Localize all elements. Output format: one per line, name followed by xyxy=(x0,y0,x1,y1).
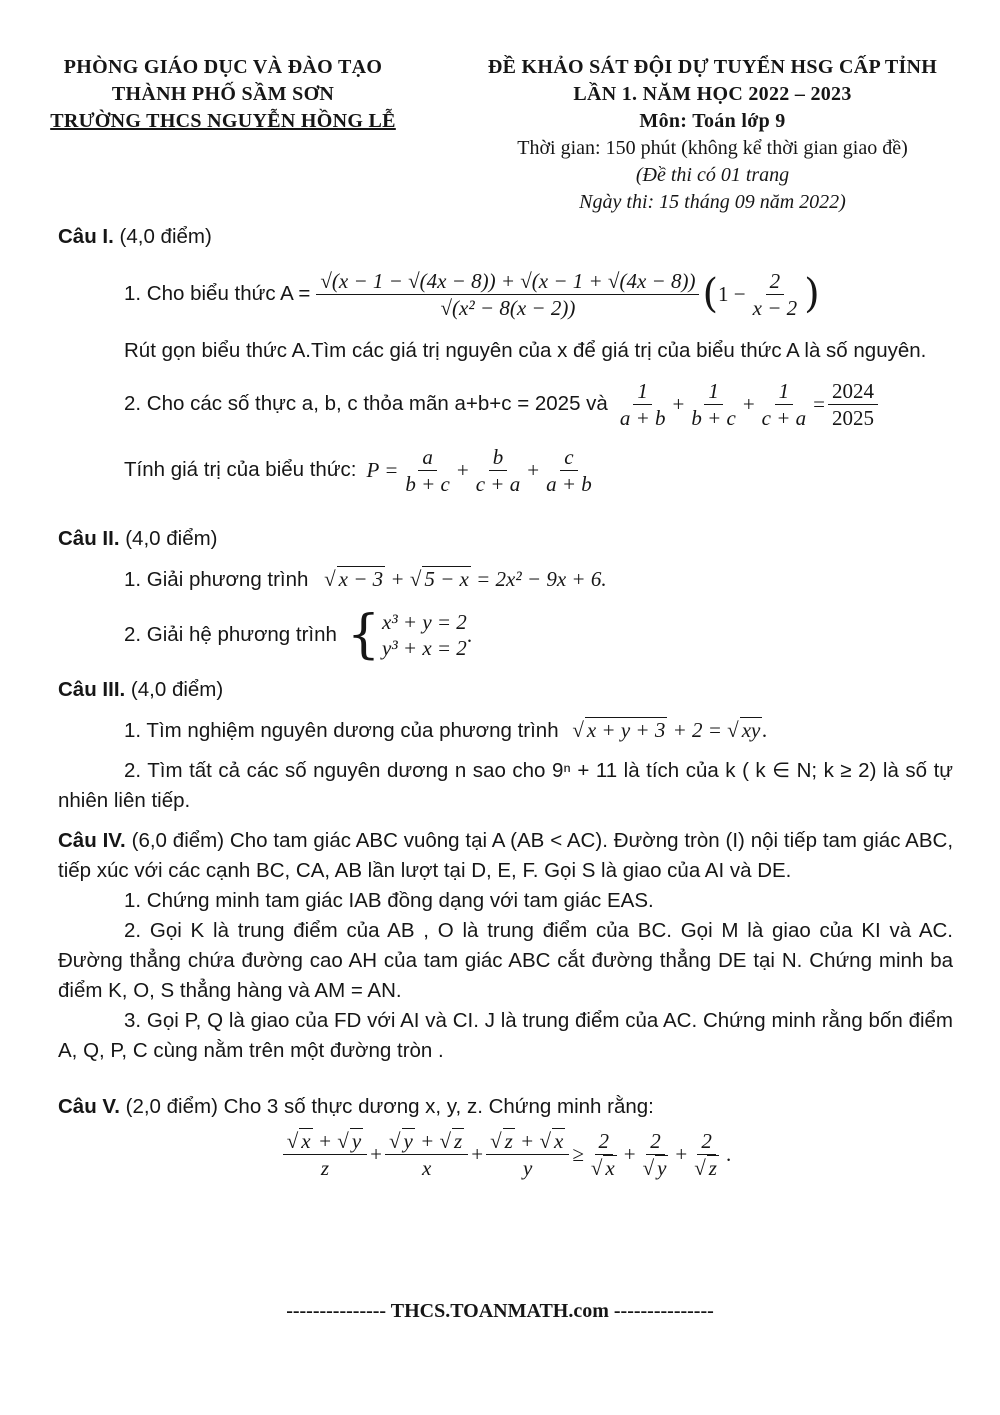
header-right xyxy=(440,54,985,216)
exam-time: Thời gian: 150 phút (không kể thời gian giao đề) xyxy=(517,137,908,159)
q1-part2-expression-P: Tính giá trị của biểu thức: P = $\frac{a}{b + c}$ + $\frac{b}{c + a}$ + $\frac{c}{a + b}$ xyxy=(124,444,592,496)
q5-intro: Cho 3 số thực dương x, y, z. Chứng minh rằng: xyxy=(223,1095,654,1118)
q4-part2: 2. Gọi K là trung điểm của AB , O là trung điểm của BC. Gọi M là giao của KI và AC. Đường thẳng chứa đường cao AH của tam giác ABC cắt đường thẳng DE tại N. Chứng minh ba điểm K, O, S thẳng hàng và AM = AN. xyxy=(58,919,953,1002)
exam-round: LẦN 1. NĂM HỌC 2022 – 2023 xyxy=(573,83,852,105)
equation-system: x³ + y = 2 y³ + x = 2 xyxy=(382,610,467,660)
question-5-title: Câu V. (2,0 điểm) xyxy=(58,1095,218,1118)
question-2-title: Câu II. (4,0 điểm) xyxy=(58,527,218,550)
question-4 xyxy=(58,826,953,886)
q1-part1-expression: 1. Cho biểu thức A = $\frac{√(x - 1 - √(4x - 8)) + √(x - 1 + √(4x - 8))}{\text{√(x² − 8(x − 2))}}$ ( 1 − $\frac{2}{x - 2}$ ) xyxy=(124,268,820,320)
q2-part2: 2. Giải hệ phương trình { x³ + y = 2 y³ + x = 2 . xyxy=(124,605,473,665)
school-name: TRƯỜNG THCS NGUYỄN HỒNG LỄ xyxy=(50,110,396,132)
header-left xyxy=(18,54,428,135)
exam-content xyxy=(58,222,953,1186)
exam-title: ĐỀ KHẢO SÁT ĐỘI DỰ TUYỂN HSG CẤP TỈNH xyxy=(487,56,938,78)
q4-part1: 1. Chứng minh tam giác IAB đồng dạng với tam giác EAS. xyxy=(124,889,654,912)
exam-pages: (Đề thi có 01 trang xyxy=(635,164,790,186)
q5-inequality: $\frac{√ x + √ y}{z}$ + $\frac{√ y + √ z}{x}$ + $\frac{√ z + √ x}{y}$ ≥ $\frac{2}{√ x}$ + $\frac{2}{√ y}$ + $\frac{2}{√ z}$ . xyxy=(58,1122,953,1186)
expression-A-fraction: $\frac{√(x - 1 - √(4x - 8)) + √(x - 1 + √(4x - 8))}{\text{√(x² − 8(x − 2))}}$ xyxy=(316,269,699,320)
city-name: THÀNH PHỐ SẦM SƠN xyxy=(111,83,335,105)
question-1-title: Câu I. (4,0 điểm) xyxy=(58,225,212,248)
question-3-title: Câu III. (4,0 điểm) xyxy=(58,678,224,701)
q2-part1: 1. Giải phương trình √ x − 3 + √ 5 − x = 2x² − 9x + 6. xyxy=(124,567,607,591)
q1-part2-condition: 2. Cho các số thực a, b, c thỏa mãn a+b+c = 2025 và $\frac{1}{a + b}$ + $\frac{1}{b + c}$ + $\frac{1}{c + a}$ = $\frac{2024}{2025}$ xyxy=(58,376,953,432)
q3-part2: 2. Tìm tất cả các số nguyên dương n sao cho 9ⁿ + 11 là tích của k ( k ∈ N; k ≥ 2) là số tự nhiên liên tiếp. xyxy=(58,759,953,812)
department-name: PHÒNG GIÁO DỤC VÀ ĐÀO TẠO xyxy=(63,56,383,78)
question-4-title: Câu IV. (6,0 điểm) xyxy=(58,829,225,852)
footer-source: --------------- THCS.TOANMATH.com --------------- xyxy=(286,1300,714,1322)
exam-date: Ngày thi: 15 tháng 09 năm 2022) xyxy=(579,191,846,213)
question-5 xyxy=(58,1092,953,1122)
q4-part3: 3. Gọi P, Q là giao của FD với AI và CI. J là trung điểm của AC. Chứng minh rằng bốn điểm A, Q, P, C cùng nằm trên một đường tròn . xyxy=(58,1009,953,1062)
q4-intro: Cho tam giác ABC vuông tại A (AB < AC). Đường tròn (I) nội tiếp tam giác ABC, tiếp xúc với các cạnh BC, CA, AB lần lượt tại D, E, F. Gọi S là giao của AI và DE. xyxy=(58,829,954,882)
q1-part1-text: Rút gọn biểu thức A.Tìm các giá trị nguyên của x để giá trị của biểu thức A là số nguyên. xyxy=(124,339,927,362)
exam-subject: Môn: Toán lớp 9 xyxy=(639,110,786,132)
q3-part1: 1. Tìm nghiệm nguyên dương của phương trình √ x + y + 3 + 2 = √ xy. xyxy=(124,718,768,742)
